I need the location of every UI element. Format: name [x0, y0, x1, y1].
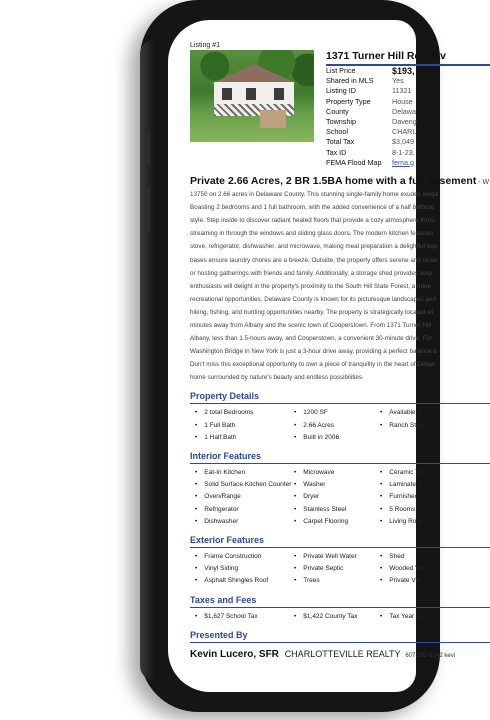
description-line: Albany, less than 1.5-hours away, and Cooperstown, a convenient 30-minute drive. For: [190, 335, 432, 343]
phone-side-button: [146, 132, 150, 166]
interior-column: [294, 467, 380, 528]
fact-value: House: [392, 96, 413, 106]
listing-sheet: [190, 42, 490, 660]
fact-value: CHARL: [392, 127, 417, 137]
feature-item: • Dryer: [294, 491, 380, 503]
feature-item: • Solid Surface Kitchen Counter: [195, 479, 294, 491]
presented-by-heading: Presented By: [190, 630, 490, 643]
feature-item: • 1 Full Bath: [195, 420, 294, 432]
fact-value: $3,049: [392, 137, 414, 147]
fact-row: [326, 97, 490, 107]
taxes-list: [190, 611, 490, 623]
fact-row: [326, 107, 490, 117]
feature-item: • Dishwasher: [195, 516, 294, 528]
agent-phone[interactable]: 607-282-6242 kevi: [405, 652, 456, 659]
interior-column: [190, 467, 294, 528]
description-line: Washington Bridge in New York is just a 3-hour drive away, providing a perfect balance b: [190, 348, 437, 356]
fact-row: [326, 117, 490, 127]
feature-item: • Private Well Water: [294, 551, 380, 563]
fact-row: [326, 66, 490, 76]
exterior-list: [190, 551, 490, 588]
property-heading: Property Details: [190, 391, 490, 404]
fact-row: [326, 158, 490, 168]
feature-item: • Furnished: [380, 491, 440, 503]
feature-item: • Oven/Range: [195, 491, 294, 503]
feature-item: • Refrigerator: [195, 504, 294, 516]
fact-row: [326, 127, 490, 137]
description-line: Boasting 2 bedrooms and 1 full bathroom, with the added convenience of a half bathroo: [190, 204, 434, 212]
taxes-heading: Taxes and Fees: [190, 595, 490, 608]
exterior-heading: Exterior Features: [190, 535, 490, 548]
description-line: streaming in through the windows and sliding glass doors. The modern kitchen features: [190, 230, 434, 238]
feature-item: • $1,627 School Tax: [195, 611, 294, 623]
property-address: 1371 Turner Hill Rd, Dav: [326, 50, 490, 66]
feature-item: • Available 7: [380, 407, 440, 419]
feature-item: • Carpet Flooring: [294, 516, 380, 528]
description-line: stove, refrigerator, dishwasher, and microwave, making meal preparation a delightful exp: [190, 243, 437, 251]
description-line: 13750 on 2.66 acres in Delaware County. This stunning single-family home exudes elega: [190, 191, 438, 199]
feature-item: • Microwave: [294, 467, 380, 479]
property-list: [190, 407, 490, 444]
feature-item: • 1200 SF: [294, 407, 380, 419]
headline-tail: - W: [476, 179, 490, 187]
feature-item: • Living Roor: [380, 516, 440, 528]
fact-value: Daveng: [392, 117, 417, 127]
feature-item: • Tax Year 20: [380, 611, 440, 623]
fact-label: Shared in MLS: [326, 76, 374, 86]
feature-item: • Vinyl Siding: [195, 563, 294, 575]
description-line: Don't miss this exceptional opportunity to own a piece of tranquility in the heart of Delaw: [190, 361, 435, 369]
listing-number: Listing #1: [190, 42, 220, 49]
agent-company: CHARLOTTEVILLE REALTY: [284, 648, 401, 659]
fact-row: [326, 76, 490, 86]
agent-name: Kevin Lucero, SFR: [190, 648, 279, 660]
fact-row: [326, 86, 490, 96]
fact-value: 11321: [392, 86, 412, 96]
feature-item: • Washer: [294, 479, 380, 491]
feature-item: • Frame Construction: [195, 551, 294, 563]
fact-label: Township: [326, 117, 356, 127]
description-line: hiking, fishing, and hunting opportunities nearby. The property is strategically located wi: [190, 308, 434, 316]
fact-value: 8-1-23.: [392, 147, 415, 157]
phone-screen[interactable]: [168, 20, 490, 692]
feature-item: • Asphalt Shingles Roof: [195, 575, 294, 587]
description-line: home surrounded by nature's beauty and endless possibilities.: [190, 374, 364, 382]
description-line: bases ensure laundry chores are a breeze. Outside, the property offers serene and relaxi: [190, 256, 438, 264]
property-photo[interactable]: [190, 50, 314, 142]
fact-value: $193,: [392, 66, 415, 76]
feature-item: • 2.66 Acres: [294, 420, 380, 432]
fact-value: Yes: [392, 76, 404, 86]
taxes-column: [294, 611, 380, 623]
feature-item: • Wooded Vie: [380, 563, 440, 575]
property-column: [294, 407, 380, 444]
flood-map-link[interactable]: fema.g: [392, 157, 414, 167]
taxes-column: [380, 611, 440, 623]
property-column: [190, 407, 294, 444]
fact-label: List Price: [326, 66, 356, 75]
fact-value: Delawa: [392, 106, 416, 116]
feature-item: • Trees: [294, 575, 380, 587]
phone-side-button: [146, 186, 150, 232]
description-line: recreational opportunities. Delaware County is known for its picturesque landscapes and: [190, 295, 437, 303]
interior-list: [190, 467, 490, 528]
feature-item: • 5 Rooms: [380, 504, 440, 516]
taxes-column: [190, 611, 294, 623]
fact-row: [326, 148, 490, 158]
agent-line: [190, 649, 490, 660]
exterior-column: [190, 551, 294, 588]
exterior-column: [294, 551, 380, 588]
description-line: or hosting gatherings with friends and family. Additionally, a storage shed provides amp: [190, 269, 432, 277]
feature-item: • 1 Half Bath: [195, 432, 294, 444]
description-line: minutes away from Albany and the scenic town of Cooperstown. From 1371 Turner Hill: [190, 321, 432, 329]
feature-item: • Ranch Style: [380, 420, 440, 432]
fact-label: County: [326, 106, 349, 116]
feature-item: • Built in 2006: [294, 432, 380, 444]
listing-headline: [190, 175, 490, 187]
feature-item: • Stainless Steel: [294, 504, 380, 516]
fact-label: Listing ID: [326, 86, 356, 96]
property-column: [380, 407, 440, 444]
feature-item: • Ceramic Til: [380, 467, 440, 479]
fact-label: Total Tax: [326, 137, 355, 147]
feature-item: • Private Vie: [380, 575, 440, 587]
feature-item: • Eat-In Kitchen: [195, 467, 294, 479]
feature-item: • Shed: [380, 551, 440, 563]
feature-item: • 2 total Bedrooms: [195, 407, 294, 419]
interior-column: [380, 467, 440, 528]
exterior-column: [380, 551, 440, 588]
fact-label: FEMA Flood Map: [326, 157, 382, 167]
feature-item: • Laminate F: [380, 479, 440, 491]
interior-heading: Interior Features: [190, 451, 490, 464]
property-facts: [326, 50, 490, 168]
feature-item: • Private Septic: [294, 563, 380, 575]
feature-item: • $1,422 County Tax: [294, 611, 380, 623]
fact-label: Property Type: [326, 96, 371, 106]
fact-label: School: [326, 127, 348, 137]
description-line: style. Step inside to discover radiant heated floors that provide a cozy atmosphere throu: [190, 217, 435, 225]
headline-text: Private 2.66 Acres, 2 BR 1.5BA home with a full basement: [190, 175, 477, 188]
fact-label: Tax ID: [326, 147, 347, 157]
fact-row: [326, 137, 490, 147]
description-line: enthusiasts will delight in the property's proximity to the South Hill State Forest, a mere: [190, 282, 432, 290]
listing-description: [190, 188, 490, 384]
